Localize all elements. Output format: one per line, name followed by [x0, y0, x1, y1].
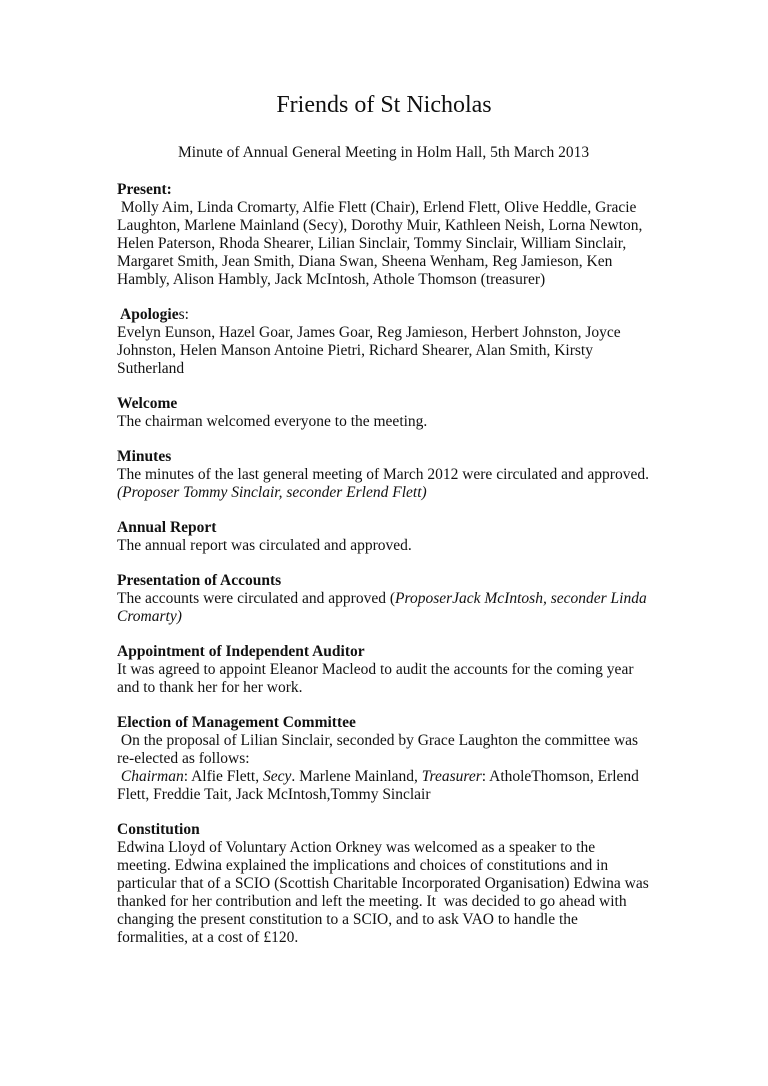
- section-heading: [117, 572, 677, 590]
- body-text: formalities, at a cost of £120.: [117, 929, 299, 946]
- text-line: [117, 199, 677, 217]
- text-line: [117, 750, 677, 768]
- heading-text: Presentation of Accounts: [117, 572, 282, 589]
- text-line: [117, 590, 677, 608]
- text-line: [117, 360, 677, 378]
- section-constitution: [117, 821, 677, 947]
- text-line: [117, 839, 677, 857]
- section-heading: [117, 519, 677, 537]
- body-text: Flett, Freddie Tait, Jack McIntosh,Tommy Sinclair: [117, 786, 431, 803]
- body-text: Sutherland: [117, 360, 185, 377]
- section-heading: [117, 821, 677, 839]
- body-text: particular that of a SCIO (Scottish Charitable Incorporated Organisation) Edwina was: [117, 875, 649, 892]
- text-line: [117, 608, 677, 626]
- section-annual-report: [117, 519, 677, 555]
- italic-text: Treasurer: [421, 768, 482, 785]
- heading-text: Annual Report: [117, 519, 217, 536]
- body-text: It was agreed to appoint Eleanor Macleod to audit the accounts for the coming year: [117, 661, 634, 678]
- body-text: Johnston, Helen Manson Antoine Pietri, Richard Shearer, Alan Smith, Kirsty: [117, 342, 593, 359]
- body-text: meeting. Edwina explained the implications and choices of constitutions and in: [117, 857, 609, 874]
- document-subtitle: Minute of Annual General Meeting in Holm Hall, 5th March 2013: [178, 144, 590, 161]
- text-line: [117, 875, 677, 893]
- body-text: On the proposal of Lilian Sinclair, seconded by Grace Laughton the committee was: [117, 732, 639, 749]
- body-text: changing the present constitution to a SCIO, and to ask VAO to handle the: [117, 911, 578, 928]
- body-text: The minutes of the last general meeting of March 2012 were circulated and approved.: [117, 466, 649, 483]
- text-line: [117, 893, 677, 911]
- body-text: Margaret Smith, Jean Smith, Diana Swan, Sheena Wenham, Reg Jamieson, Ken: [117, 253, 613, 270]
- italic-text: Chairman: [117, 768, 184, 785]
- section-heading: [117, 306, 677, 324]
- section-present: [117, 181, 677, 289]
- body-text: re-elected as follows:: [117, 750, 250, 767]
- heading-text: Apologie: [117, 306, 179, 323]
- text-line: [117, 484, 677, 502]
- heading-text: Welcome: [117, 395, 178, 412]
- body-text: The accounts were circulated and approved (: [117, 590, 396, 607]
- italic-text: (Proposer Tommy Sinclair, seconder Erlend Flett): [117, 484, 427, 501]
- italic-text: ProposerJack McIntosh, seconder Linda: [395, 590, 647, 607]
- text-line: [117, 413, 677, 431]
- body-text: and to thank her for her work.: [117, 679, 303, 696]
- text-line: [117, 929, 677, 947]
- heading-text: Minutes: [117, 448, 172, 465]
- text-line: [117, 857, 677, 875]
- heading-text: Present:: [117, 181, 172, 198]
- section-heading: [117, 643, 677, 661]
- body-text: Evelyn Eunson, Hazel Goar, James Goar, Reg Jamieson, Herbert Johnston, Joyce: [117, 324, 621, 341]
- body-text: : Alfie Flett,: [183, 768, 263, 785]
- text-line: [117, 253, 677, 271]
- body-text: Laughton, Marlene Mainland (Secy), Dorothy Muir, Kathleen Neish, Lorna Newton,: [117, 217, 643, 234]
- section-election-of-committee: [117, 714, 677, 804]
- section-welcome: [117, 395, 677, 431]
- section-apologies: [117, 306, 677, 378]
- body-text: Helen Paterson, Rhoda Shearer, Lilian Sinclair, Tommy Sinclair, William Sinclair,: [117, 235, 627, 252]
- body-text: The chairman welcomed everyone to the meeting.: [117, 413, 428, 430]
- text-line: [117, 768, 677, 786]
- text-line: [117, 661, 677, 679]
- text-line: [117, 217, 677, 235]
- heading-text: Election of Management Committee: [117, 714, 356, 731]
- text-line: [117, 271, 677, 289]
- body-text: thanked for her contribution and left the meeting. It was decided to go ahead with: [117, 893, 627, 910]
- body-text: Hambly, Alison Hambly, Jack McIntosh, Athole Thomson (treasurer): [117, 271, 546, 288]
- italic-text: Cromarty): [117, 608, 182, 625]
- body-text: Molly Aim, Linda Cromarty, Alfie Flett (Chair), Erlend Flett, Olive Heddle, Gracie: [117, 199, 637, 216]
- text-line: [117, 324, 677, 342]
- text-line: [117, 911, 677, 929]
- section-presentation-of-accounts: [117, 572, 677, 626]
- italic-text: Secy: [262, 768, 292, 785]
- heading-text: Appointment of Independent Auditor: [117, 643, 365, 660]
- text-line: [117, 786, 677, 804]
- body-text: : AtholeThomson, Erlend: [481, 768, 639, 785]
- section-heading: [117, 181, 677, 199]
- text-line: [117, 732, 677, 750]
- section-minutes: [117, 448, 677, 502]
- text-line: [117, 537, 677, 555]
- text-line: [117, 342, 677, 360]
- section-heading: [117, 448, 677, 466]
- body-text: . Marlene Mainland,: [291, 768, 422, 785]
- text-line: [117, 679, 677, 697]
- document-body: [117, 181, 677, 964]
- section-heading: [117, 395, 677, 413]
- heading-text: Constitution: [117, 821, 200, 838]
- text-line: [117, 235, 677, 253]
- body-text: s:: [178, 306, 189, 323]
- document-title: Friends of St Nicholas: [276, 92, 492, 118]
- section-heading: [117, 714, 677, 732]
- body-text: Edwina Lloyd of Voluntary Action Orkney was welcomed as a speaker to the: [117, 839, 596, 856]
- section-appointment-of-auditor: [117, 643, 677, 697]
- text-line: [117, 466, 677, 484]
- body-text: The annual report was circulated and approved.: [117, 537, 412, 554]
